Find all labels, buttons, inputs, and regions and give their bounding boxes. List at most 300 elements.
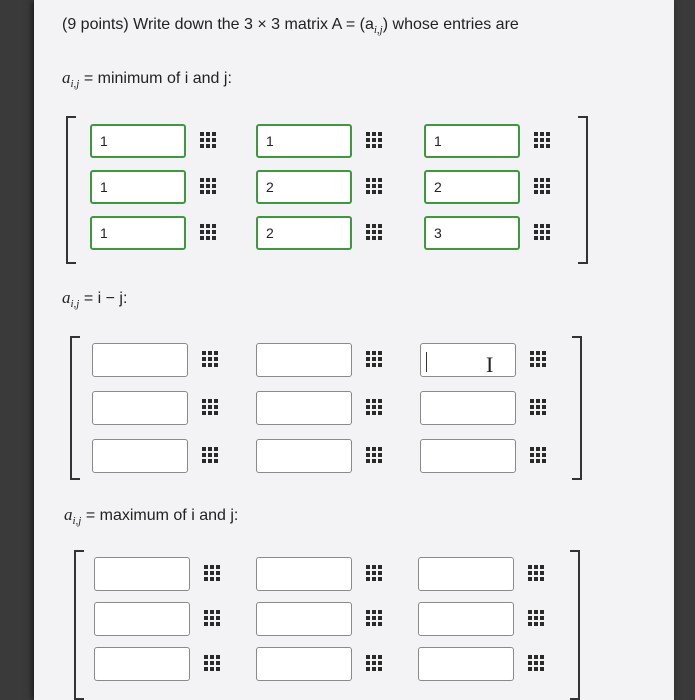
matrix-entry-input[interactable] (256, 647, 352, 681)
grid-dot (366, 610, 370, 614)
grid-dot (372, 132, 376, 136)
grid-dot (546, 224, 550, 228)
a-subscript: i,j (70, 298, 80, 310)
grid-dot (210, 661, 214, 665)
grid-dot (372, 622, 376, 626)
grid-dot (378, 447, 382, 451)
grid-dot (372, 459, 376, 463)
grid-icon[interactable] (366, 655, 382, 671)
grid-dot (528, 616, 532, 620)
grid-dot (208, 351, 212, 355)
question-subscript: i,j (373, 24, 383, 36)
grid-dot (206, 144, 210, 148)
grid-dot (534, 230, 538, 234)
grid-icon[interactable] (366, 447, 382, 463)
grid-dot (534, 178, 538, 182)
matrix-entry-input[interactable] (90, 216, 186, 250)
grid-dot (372, 236, 376, 240)
grid-dot (366, 661, 370, 665)
matrix-entry-input[interactable] (420, 391, 516, 425)
matrix-entry-input[interactable] (256, 170, 352, 204)
grid-dot (216, 667, 220, 671)
matrix-entry-input[interactable] (418, 602, 514, 636)
grid-dot (528, 571, 532, 575)
grid-dot (378, 667, 382, 671)
grid-dot (378, 178, 382, 182)
grid-dot (542, 351, 546, 355)
grid-dot (378, 184, 382, 188)
grid-dot (200, 224, 204, 228)
grid-dot (530, 447, 534, 451)
grid-dot (204, 565, 208, 569)
grid-dot (214, 411, 218, 415)
grid-dot (206, 190, 210, 194)
grid-dot (202, 447, 206, 451)
grid-dot (546, 132, 550, 136)
a-symbol: a (62, 288, 71, 307)
grid-dot (366, 453, 370, 457)
grid-dot (528, 622, 532, 626)
grid-dot (534, 132, 538, 136)
grid-dot (378, 132, 382, 136)
grid-dot (366, 622, 370, 626)
matrix-entry-input[interactable] (94, 557, 190, 591)
left-bracket (74, 550, 84, 700)
grid-dot (210, 616, 214, 620)
grid-dot (534, 610, 538, 614)
grid-dot (214, 363, 218, 367)
grid-dot (212, 132, 216, 136)
grid-dot (372, 453, 376, 457)
grid-dot (536, 351, 540, 355)
grid-dot (378, 138, 382, 142)
grid-dot (372, 610, 376, 614)
grid-dot (546, 190, 550, 194)
grid-dot (530, 459, 534, 463)
grid-dot (212, 184, 216, 188)
grid-icon[interactable] (200, 224, 216, 240)
grid-icon[interactable] (534, 224, 550, 240)
grid-icon[interactable] (366, 399, 382, 415)
grid-dot (546, 184, 550, 188)
grid-dot (536, 453, 540, 457)
grid-dot (540, 236, 544, 240)
grid-dot (366, 459, 370, 463)
grid-icon[interactable] (366, 610, 382, 626)
grid-dot (536, 405, 540, 409)
grid-dot (534, 577, 538, 581)
grid-dot (542, 411, 546, 415)
grid-dot (366, 405, 370, 409)
a-symbol: a (64, 505, 73, 524)
grid-dot (366, 399, 370, 403)
grid-dot (528, 610, 532, 614)
grid-dot (210, 571, 214, 575)
grid-dot (378, 363, 382, 367)
grid-dot (372, 571, 376, 575)
matrix-entry-input[interactable] (256, 216, 352, 250)
grid-dot (534, 565, 538, 569)
section-1-label (62, 68, 232, 90)
grid-dot (372, 447, 376, 451)
grid-icon[interactable] (534, 178, 550, 194)
grid-dot (542, 363, 546, 367)
grid-dot (204, 661, 208, 665)
matrix-entry-input[interactable] (92, 439, 188, 473)
grid-dot (534, 667, 538, 671)
grid-dot (216, 622, 220, 626)
grid-dot (214, 459, 218, 463)
grid-dot (372, 224, 376, 228)
grid-dot (210, 667, 214, 671)
grid-dot (540, 577, 544, 581)
a-symbol: a (62, 68, 71, 87)
grid-icon[interactable] (204, 565, 220, 581)
grid-icon[interactable] (528, 565, 544, 581)
grid-dot (366, 236, 370, 240)
question-prefix: (9 points) Write down the 3 × 3 matrix A = (a (62, 16, 374, 33)
grid-icon[interactable] (366, 351, 382, 367)
grid-dot (372, 577, 376, 581)
matrix-entry-input[interactable] (94, 647, 190, 681)
grid-icon[interactable] (204, 610, 220, 626)
grid-dot (366, 184, 370, 188)
grid-dot (372, 138, 376, 142)
grid-dot (540, 655, 544, 659)
grid-dot (366, 571, 370, 575)
grid-dot (372, 178, 376, 182)
grid-dot (536, 363, 540, 367)
grid-dot (534, 144, 538, 148)
grid-dot (202, 357, 206, 361)
grid-dot (530, 411, 534, 415)
grid-dot (546, 178, 550, 182)
matrix-entry-input[interactable] (92, 343, 188, 377)
matrix-entry-input[interactable] (418, 557, 514, 591)
grid-dot (216, 655, 220, 659)
grid-dot (202, 399, 206, 403)
grid-dot (534, 236, 538, 240)
grid-dot (366, 616, 370, 620)
grid-dot (204, 571, 208, 575)
grid-dot (214, 399, 218, 403)
grid-dot (536, 357, 540, 361)
section-2-label (62, 288, 127, 310)
matrix-entry-input[interactable] (94, 602, 190, 636)
grid-dot (216, 661, 220, 665)
grid-dot (372, 405, 376, 409)
grid-dot (378, 190, 382, 194)
grid-dot (540, 565, 544, 569)
ibeam-cursor-icon: I (486, 352, 494, 377)
grid-dot (214, 357, 218, 361)
grid-dot (210, 565, 214, 569)
grid-dot (214, 447, 218, 451)
grid-dot (208, 459, 212, 463)
grid-dot (202, 363, 206, 367)
grid-dot (372, 399, 376, 403)
grid-dot (528, 655, 532, 659)
matrix-entry-input[interactable] (418, 647, 514, 681)
grid-dot (208, 399, 212, 403)
grid-dot (378, 661, 382, 665)
grid-dot (216, 565, 220, 569)
grid-dot (372, 357, 376, 361)
grid-dot (210, 655, 214, 659)
grid-dot (534, 616, 538, 620)
text-caret (426, 352, 427, 372)
grid-dot (528, 565, 532, 569)
grid-icon[interactable] (202, 351, 218, 367)
grid-dot (530, 399, 534, 403)
grid-icon[interactable] (200, 178, 216, 194)
grid-dot (534, 661, 538, 665)
grid-dot (366, 230, 370, 234)
grid-dot (546, 236, 550, 240)
grid-dot (542, 357, 546, 361)
grid-dot (528, 667, 532, 671)
grid-dot (366, 138, 370, 142)
grid-dot (378, 411, 382, 415)
section-3-rule: = maximum of i and j: (85, 507, 239, 524)
grid-icon[interactable] (534, 132, 550, 148)
grid-dot (214, 405, 218, 409)
matrix-entry-input[interactable] (424, 216, 520, 250)
grid-dot (202, 405, 206, 409)
grid-dot (366, 363, 370, 367)
grid-dot (378, 655, 382, 659)
left-bracket (66, 116, 76, 264)
question-suffix: ) whose entries are (382, 16, 519, 33)
matrix-entry-input[interactable] (420, 439, 516, 473)
grid-dot (366, 577, 370, 581)
grid-dot (202, 351, 206, 355)
grid-dot (530, 453, 534, 457)
a-subscript: i,j (72, 515, 82, 527)
grid-dot (378, 230, 382, 234)
grid-dot (202, 453, 206, 457)
grid-dot (210, 622, 214, 626)
grid-icon[interactable] (366, 178, 382, 194)
grid-icon[interactable] (202, 447, 218, 463)
grid-dot (208, 411, 212, 415)
grid-dot (216, 577, 220, 581)
grid-dot (372, 184, 376, 188)
grid-dot (540, 190, 544, 194)
grid-dot (534, 571, 538, 575)
grid-dot (536, 459, 540, 463)
grid-dot (378, 616, 382, 620)
grid-dot (540, 667, 544, 671)
grid-dot (372, 565, 376, 569)
grid-dot (540, 616, 544, 620)
grid-dot (366, 351, 370, 355)
grid-icon[interactable] (528, 655, 544, 671)
grid-dot (366, 411, 370, 415)
matrix-entry-input[interactable] (256, 602, 352, 636)
grid-dot (540, 224, 544, 228)
grid-icon[interactable] (202, 399, 218, 415)
grid-icon[interactable] (366, 132, 382, 148)
section-3-label (64, 505, 238, 527)
matrix-entry-input[interactable] (90, 170, 186, 204)
grid-dot (208, 453, 212, 457)
question-page (34, 0, 674, 700)
grid-dot (212, 236, 216, 240)
matrix-entry-input[interactable] (256, 557, 352, 591)
grid-dot (206, 184, 210, 188)
grid-dot (534, 224, 538, 228)
section-2-rule: = i − j: (83, 290, 128, 307)
grid-dot (546, 138, 550, 142)
grid-dot (540, 571, 544, 575)
grid-dot (212, 224, 216, 228)
grid-dot (366, 178, 370, 182)
grid-dot (204, 622, 208, 626)
grid-icon[interactable] (528, 610, 544, 626)
grid-dot (204, 577, 208, 581)
grid-dot (200, 144, 204, 148)
grid-dot (378, 357, 382, 361)
matrix-entry-input[interactable] (256, 124, 352, 158)
grid-dot (536, 399, 540, 403)
grid-dot (378, 577, 382, 581)
grid-dot (546, 230, 550, 234)
grid-dot (372, 190, 376, 194)
grid-dot (200, 236, 204, 240)
grid-dot (540, 132, 544, 136)
grid-dot (542, 453, 546, 457)
grid-dot (534, 138, 538, 142)
grid-dot (536, 411, 540, 415)
matrix-entry-input[interactable] (424, 170, 520, 204)
grid-dot (530, 363, 534, 367)
grid-dot (372, 351, 376, 355)
grid-dot (200, 178, 204, 182)
grid-dot (366, 655, 370, 659)
matrix-entry-input[interactable] (424, 124, 520, 158)
grid-dot (200, 138, 204, 142)
grid-dot (542, 459, 546, 463)
grid-icon[interactable] (530, 399, 546, 415)
grid-dot (546, 144, 550, 148)
grid-dot (530, 351, 534, 355)
grid-dot (204, 610, 208, 614)
grid-dot (378, 399, 382, 403)
grid-dot (206, 224, 210, 228)
grid-dot (200, 230, 204, 234)
grid-dot (378, 236, 382, 240)
matrix-entry-input[interactable] (256, 391, 352, 425)
grid-dot (212, 230, 216, 234)
grid-dot (378, 351, 382, 355)
question-text (62, 16, 519, 36)
grid-dot (216, 616, 220, 620)
grid-dot (372, 411, 376, 415)
grid-dot (212, 144, 216, 148)
grid-dot (366, 667, 370, 671)
grid-dot (540, 230, 544, 234)
grid-dot (540, 622, 544, 626)
grid-dot (378, 144, 382, 148)
grid-dot (202, 411, 206, 415)
grid-dot (378, 610, 382, 614)
grid-dot (200, 190, 204, 194)
grid-dot (528, 577, 532, 581)
matrix-entry-input[interactable] (90, 124, 186, 158)
grid-dot (204, 655, 208, 659)
grid-dot (530, 405, 534, 409)
grid-dot (378, 405, 382, 409)
left-bracket (70, 336, 80, 480)
right-bracket (578, 116, 588, 264)
grid-dot (378, 571, 382, 575)
grid-dot (204, 667, 208, 671)
grid-dot (206, 178, 210, 182)
grid-icon[interactable] (530, 447, 546, 463)
grid-dot (534, 190, 538, 194)
grid-icon[interactable] (200, 132, 216, 148)
section-1-rule: = minimum of i and j: (83, 70, 232, 87)
grid-dot (206, 132, 210, 136)
grid-dot (534, 622, 538, 626)
grid-dot (540, 661, 544, 665)
grid-dot (372, 144, 376, 148)
grid-dot (372, 655, 376, 659)
grid-dot (366, 190, 370, 194)
matrix-entry-input[interactable] (256, 343, 352, 377)
grid-dot (534, 184, 538, 188)
grid-dot (366, 447, 370, 451)
grid-dot (542, 399, 546, 403)
grid-dot (214, 351, 218, 355)
grid-dot (542, 447, 546, 451)
matrix-entry-input[interactable] (420, 343, 516, 377)
matrix-entry-input[interactable] (256, 439, 352, 473)
grid-dot (202, 459, 206, 463)
grid-icon[interactable] (530, 351, 546, 367)
grid-dot (210, 577, 214, 581)
grid-dot (540, 138, 544, 142)
a-subscript: i,j (70, 78, 80, 90)
grid-dot (540, 144, 544, 148)
grid-dot (200, 132, 204, 136)
grid-dot (534, 655, 538, 659)
matrix-entry-input[interactable] (92, 391, 188, 425)
grid-dot (212, 138, 216, 142)
grid-dot (208, 363, 212, 367)
grid-icon[interactable] (366, 224, 382, 240)
grid-dot (540, 610, 544, 614)
grid-dot (366, 357, 370, 361)
grid-dot (210, 610, 214, 614)
grid-dot (372, 363, 376, 367)
grid-dot (378, 224, 382, 228)
grid-dot (366, 224, 370, 228)
right-bracket (572, 336, 582, 480)
grid-icon[interactable] (366, 565, 382, 581)
grid-icon[interactable] (204, 655, 220, 671)
grid-dot (204, 616, 208, 620)
grid-dot (208, 405, 212, 409)
grid-dot (378, 565, 382, 569)
grid-dot (542, 405, 546, 409)
right-bracket (570, 550, 580, 700)
grid-dot (540, 184, 544, 188)
grid-dot (536, 447, 540, 451)
grid-dot (208, 447, 212, 451)
grid-dot (378, 453, 382, 457)
